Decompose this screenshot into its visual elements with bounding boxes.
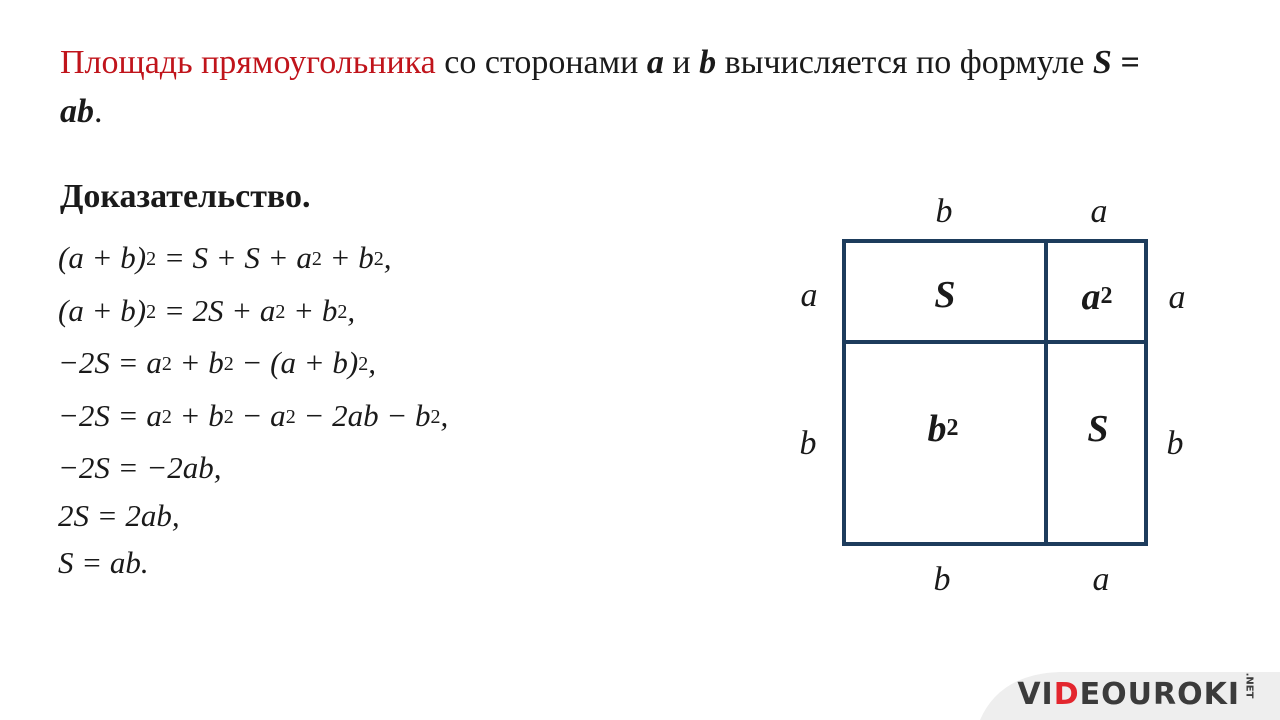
equation-text: (a + b)	[58, 292, 147, 328]
equation-text: ,	[440, 397, 449, 433]
exponent: 2	[146, 300, 157, 323]
equation-text: 2S = 2ab,	[58, 497, 180, 533]
exponent: 2	[275, 300, 286, 323]
equation-text: + b	[321, 240, 374, 275]
bottom-label-a: a	[1092, 561, 1110, 598]
equation-text: ,	[368, 345, 376, 380]
equation-text: + b	[171, 397, 224, 433]
equation-text: − 2ab − b	[295, 397, 431, 433]
cell-a-base: a	[1081, 276, 1101, 318]
cell-b-exp: 2	[946, 415, 959, 441]
logo-suffix: .NET	[1243, 672, 1255, 699]
exponent: 2	[373, 248, 384, 270]
equation-text: ,	[347, 292, 356, 328]
cell-a-squared	[1082, 275, 1113, 319]
left-label-b: b	[799, 425, 817, 462]
exponent: 2	[161, 405, 172, 428]
right-label-b: b	[1166, 425, 1184, 462]
cell-a-exp: 2	[1100, 283, 1113, 309]
cell-s-bottom: S	[1087, 408, 1109, 450]
equation-text: = 2S + a	[156, 292, 276, 328]
exponent: 2	[430, 405, 441, 428]
cell-b-squared	[928, 407, 959, 451]
intro-formula: S = ab	[60, 44, 1140, 130]
right-label-a: a	[1168, 279, 1186, 316]
cell-s-top: S	[934, 274, 956, 316]
videouroki-logo	[1017, 677, 1240, 712]
logo-part2: EOUROKI	[1079, 677, 1240, 712]
equation-text: −2S = −2ab,	[58, 450, 222, 485]
equation-text: − a	[233, 397, 286, 433]
intro-end: .	[94, 93, 103, 130]
exponent: 2	[337, 300, 348, 323]
logo-part1: VI	[1017, 677, 1054, 712]
exponent: 2	[161, 353, 172, 375]
exponent: 2	[285, 405, 296, 428]
equation-text: − (a + b)	[233, 345, 359, 380]
proof-title: Доказательство.	[60, 178, 311, 215]
equation-text: = S + S + a	[156, 240, 312, 275]
intro-highlight: Площадь прямоугольника	[60, 44, 436, 81]
cell-b-base: b	[927, 408, 947, 450]
equation-text: + b	[171, 345, 224, 380]
logo-accent: D	[1053, 677, 1080, 712]
equation-text: ,	[383, 240, 392, 275]
exponent: 2	[223, 353, 234, 375]
top-label-b: b	[935, 193, 953, 230]
intro-part2: вычисляется по формуле	[716, 44, 1093, 81]
top-label-a: a	[1090, 193, 1108, 230]
exponent: 2	[146, 248, 157, 270]
intro-and: и	[663, 44, 700, 81]
intro-var-a: a	[646, 44, 664, 81]
exponent: 2	[311, 248, 322, 270]
exponent: 2	[223, 405, 234, 428]
equation-text: (a + b)	[58, 240, 147, 275]
equation-text: −2S = a	[58, 397, 162, 433]
bottom-label-b: b	[933, 561, 951, 598]
equation-text: + b	[285, 292, 338, 328]
intro-part1: со сторонами	[435, 44, 647, 81]
equation-text: −2S = a	[58, 345, 162, 380]
intro-var-b: b	[699, 44, 717, 81]
equation-text: S = ab.	[58, 545, 149, 580]
exponent: 2	[358, 353, 369, 375]
left-label-a: a	[800, 277, 818, 314]
